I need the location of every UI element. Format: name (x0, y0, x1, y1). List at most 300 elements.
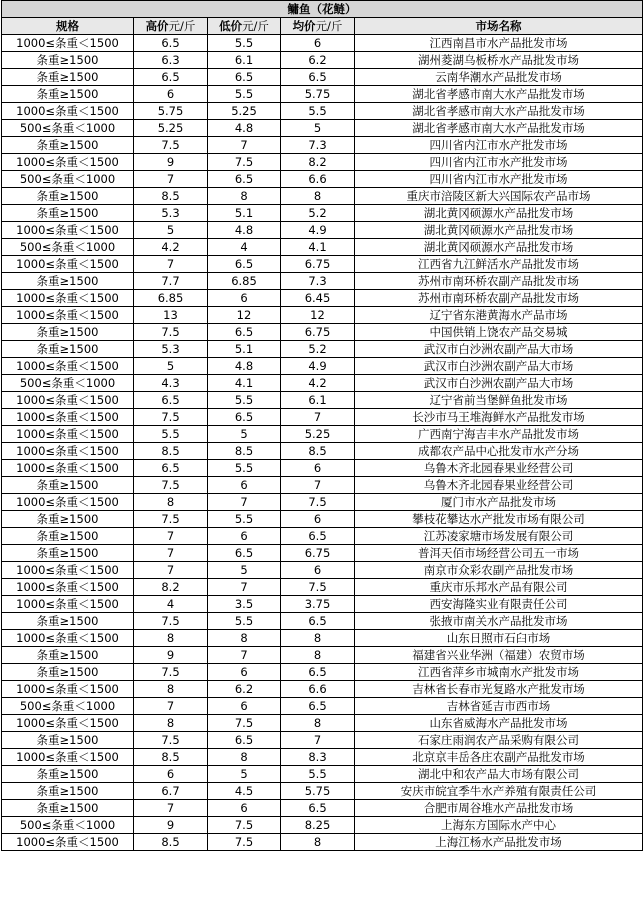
cell-market: 湖北黄冈硕源水产品批发市场 (355, 239, 643, 256)
cell-market: 四川省内江市水产批发市场 (355, 171, 643, 188)
cell-market: 辽宁省东港黄海水产品市场 (355, 307, 643, 324)
cell-low-price: 6.5 (208, 256, 281, 273)
cell-low-price: 7 (208, 647, 281, 664)
table-row (2, 681, 643, 698)
table-row (2, 103, 643, 120)
header-avg-label: 均价 (292, 18, 316, 33)
cell-high-price: 6.5 (134, 392, 208, 409)
cell-high-price: 7 (134, 528, 208, 545)
cell-avg-price: 5.75 (281, 86, 355, 103)
cell-spec: 500≤条重＜1000 (2, 120, 134, 137)
cell-avg-price: 5.25 (281, 426, 355, 443)
cell-avg-price: 7.5 (281, 579, 355, 596)
cell-high-price: 5.25 (134, 120, 208, 137)
cell-avg-price: 5.2 (281, 205, 355, 222)
cell-low-price: 6.5 (208, 69, 281, 86)
cell-avg-price: 5 (281, 120, 355, 137)
cell-spec: 1000≤条重＜1500 (2, 154, 134, 171)
table-row (2, 766, 643, 783)
cell-market: 武汉市白沙洲农副产品大市场 (355, 358, 643, 375)
table-row (2, 120, 643, 137)
cell-high-price: 7 (134, 800, 208, 817)
cell-high-price: 9 (134, 647, 208, 664)
cell-market: 山东省威海水产品批发市场 (355, 715, 643, 732)
table-row (2, 341, 643, 358)
header-high-price (134, 18, 208, 35)
cell-spec: 1000≤条重＜1500 (2, 681, 134, 698)
cell-low-price: 4 (208, 239, 281, 256)
cell-avg-price: 4.1 (281, 239, 355, 256)
cell-market: 西安海隆实业有限责任公司 (355, 596, 643, 613)
cell-spec: 1000≤条重＜1500 (2, 290, 134, 307)
cell-high-price: 7.5 (134, 324, 208, 341)
table-row (2, 154, 643, 171)
cell-high-price: 7.5 (134, 511, 208, 528)
cell-low-price: 6.5 (208, 324, 281, 341)
cell-market: 张掖市南关水产品批发市场 (355, 613, 643, 630)
cell-spec: 500≤条重＜1000 (2, 817, 134, 834)
cell-market: 南京市众彩农副产品批发市场 (355, 562, 643, 579)
cell-spec: 条重≥1500 (2, 613, 134, 630)
cell-spec: 条重≥1500 (2, 664, 134, 681)
cell-avg-price: 4.9 (281, 222, 355, 239)
table-row (2, 324, 643, 341)
cell-market: 苏州市南环桥农副产品批发市场 (355, 273, 643, 290)
cell-low-price: 5.5 (208, 35, 281, 52)
cell-market: 安庆市皖宜季牛水产养殖有限责任公司 (355, 783, 643, 800)
cell-low-price: 5.1 (208, 341, 281, 358)
cell-low-price: 8.5 (208, 443, 281, 460)
cell-spec: 条重≥1500 (2, 766, 134, 783)
cell-avg-price: 6.6 (281, 681, 355, 698)
header-avg-unit: 元/斤 (315, 18, 343, 33)
cell-spec: 1000≤条重＜1500 (2, 35, 134, 52)
cell-low-price: 5.1 (208, 205, 281, 222)
cell-low-price: 5 (208, 562, 281, 579)
cell-high-price: 9 (134, 817, 208, 834)
cell-market: 厦门市水产品批发市场 (355, 494, 643, 511)
table-row (2, 222, 643, 239)
cell-market: 上海江杨水产品批发市场 (355, 834, 643, 851)
cell-high-price: 7.5 (134, 409, 208, 426)
cell-avg-price: 8 (281, 834, 355, 851)
cell-low-price: 6 (208, 698, 281, 715)
cell-market: 四川省内江市水产批发市场 (355, 154, 643, 171)
cell-market: 湖北中和农产品大市场有限公司 (355, 766, 643, 783)
table-row (2, 800, 643, 817)
cell-spec: 1000≤条重＜1500 (2, 562, 134, 579)
cell-spec: 1000≤条重＜1500 (2, 834, 134, 851)
table-row (2, 647, 643, 664)
cell-avg-price: 8 (281, 647, 355, 664)
cell-low-price: 4.8 (208, 358, 281, 375)
cell-low-price: 6.1 (208, 52, 281, 69)
cell-spec: 条重≥1500 (2, 86, 134, 103)
table-row (2, 494, 643, 511)
cell-spec: 1000≤条重＜1500 (2, 460, 134, 477)
cell-avg-price: 5.2 (281, 341, 355, 358)
cell-avg-price: 6.5 (281, 800, 355, 817)
cell-high-price: 7 (134, 256, 208, 273)
header-low-unit: 元/斤 (242, 18, 269, 33)
cell-market: 广西南宁海吉丰水产品批发市场 (355, 426, 643, 443)
cell-avg-price: 7.5 (281, 494, 355, 511)
cell-high-price: 7.5 (134, 477, 208, 494)
cell-avg-price: 6.5 (281, 664, 355, 681)
cell-market: 北京京丰岳各庄农副产品批发市场 (355, 749, 643, 766)
cell-high-price: 7 (134, 698, 208, 715)
price-table (1, 0, 643, 851)
cell-high-price: 8.5 (134, 188, 208, 205)
header-avg-price (281, 18, 355, 35)
cell-spec: 1000≤条重＜1500 (2, 426, 134, 443)
table-body (2, 35, 643, 851)
table-row (2, 732, 643, 749)
cell-spec: 条重≥1500 (2, 188, 134, 205)
table-row (2, 171, 643, 188)
cell-avg-price: 5.75 (281, 783, 355, 800)
table-row (2, 511, 643, 528)
cell-spec: 1000≤条重＜1500 (2, 579, 134, 596)
cell-low-price: 4.1 (208, 375, 281, 392)
cell-low-price: 7.5 (208, 715, 281, 732)
cell-high-price: 7.7 (134, 273, 208, 290)
cell-market: 乌鲁木齐北园春果业经营公司 (355, 460, 643, 477)
table-row (2, 698, 643, 715)
cell-avg-price: 8 (281, 630, 355, 647)
table-row (2, 477, 643, 494)
header-low-label: 低价 (219, 18, 243, 33)
cell-low-price: 3.5 (208, 596, 281, 613)
cell-low-price: 6 (208, 290, 281, 307)
cell-high-price: 8.5 (134, 834, 208, 851)
table-row (2, 188, 643, 205)
header-low-price (208, 18, 281, 35)
cell-low-price: 7 (208, 494, 281, 511)
cell-avg-price: 6.75 (281, 324, 355, 341)
table-row (2, 205, 643, 222)
table-row (2, 86, 643, 103)
table-row (2, 460, 643, 477)
table-row (2, 52, 643, 69)
cell-avg-price: 12 (281, 307, 355, 324)
table-row (2, 392, 643, 409)
cell-avg-price: 6.6 (281, 171, 355, 188)
cell-avg-price: 7 (281, 732, 355, 749)
cell-low-price: 6 (208, 477, 281, 494)
table-title-row (2, 1, 643, 18)
cell-high-price: 7 (134, 545, 208, 562)
cell-market: 湖北省孝感市南大水产品批发市场 (355, 86, 643, 103)
cell-high-price: 9 (134, 154, 208, 171)
cell-low-price: 6 (208, 800, 281, 817)
cell-market: 合肥市周谷堆水产品批发市场 (355, 800, 643, 817)
cell-high-price: 8 (134, 681, 208, 698)
header-high-unit: 元/斤 (168, 18, 196, 33)
cell-high-price: 6.3 (134, 52, 208, 69)
cell-low-price: 6.5 (208, 545, 281, 562)
cell-market: 湖北黄冈硕源水产品批发市场 (355, 222, 643, 239)
cell-avg-price: 6.5 (281, 613, 355, 630)
table-row (2, 290, 643, 307)
cell-low-price: 6.2 (208, 681, 281, 698)
cell-high-price: 8.5 (134, 443, 208, 460)
table-row (2, 749, 643, 766)
cell-avg-price: 6 (281, 562, 355, 579)
cell-avg-price: 8.2 (281, 154, 355, 171)
table-row (2, 664, 643, 681)
cell-low-price: 8 (208, 749, 281, 766)
cell-spec: 500≤条重＜1000 (2, 698, 134, 715)
cell-high-price: 8 (134, 715, 208, 732)
cell-avg-price: 8.25 (281, 817, 355, 834)
header-high-label: 高价 (145, 18, 169, 33)
cell-low-price: 6.85 (208, 273, 281, 290)
cell-low-price: 6 (208, 528, 281, 545)
cell-spec: 1000≤条重＜1500 (2, 443, 134, 460)
cell-low-price: 5.5 (208, 613, 281, 630)
table-row (2, 545, 643, 562)
cell-avg-price: 7.3 (281, 137, 355, 154)
table-row (2, 596, 643, 613)
cell-high-price: 5.5 (134, 426, 208, 443)
cell-spec: 条重≥1500 (2, 528, 134, 545)
cell-avg-price: 6.75 (281, 545, 355, 562)
table-row (2, 613, 643, 630)
cell-high-price: 5.75 (134, 103, 208, 120)
table-row (2, 409, 643, 426)
cell-avg-price: 6 (281, 35, 355, 52)
cell-high-price: 4.2 (134, 239, 208, 256)
cell-high-price: 7.5 (134, 732, 208, 749)
table-row (2, 817, 643, 834)
cell-market: 石家庄雨润农产品采购有限公司 (355, 732, 643, 749)
cell-high-price: 13 (134, 307, 208, 324)
cell-spec: 条重≥1500 (2, 732, 134, 749)
cell-low-price: 12 (208, 307, 281, 324)
cell-low-price: 7.5 (208, 817, 281, 834)
table-row (2, 834, 643, 851)
cell-market: 成都农产品中心批发市水产分场 (355, 443, 643, 460)
cell-spec: 条重≥1500 (2, 647, 134, 664)
cell-market: 吉林省长春市光复路水产批发市场 (355, 681, 643, 698)
cell-market: 江西省萍乡市城南水产批发市场 (355, 664, 643, 681)
cell-high-price: 6.5 (134, 69, 208, 86)
cell-market: 山东日照市石臼市场 (355, 630, 643, 647)
cell-high-price: 8 (134, 494, 208, 511)
cell-avg-price: 6 (281, 511, 355, 528)
cell-market: 武汉市白沙洲农副产品大市场 (355, 341, 643, 358)
cell-high-price: 7.5 (134, 137, 208, 154)
cell-spec: 条重≥1500 (2, 137, 134, 154)
cell-low-price: 6.5 (208, 409, 281, 426)
cell-spec: 500≤条重＜1000 (2, 171, 134, 188)
cell-avg-price: 4.9 (281, 358, 355, 375)
cell-high-price: 8.2 (134, 579, 208, 596)
cell-low-price: 5.5 (208, 511, 281, 528)
cell-low-price: 8 (208, 188, 281, 205)
cell-spec: 1000≤条重＜1500 (2, 307, 134, 324)
cell-market: 江西省九江鲜活水产品批发市场 (355, 256, 643, 273)
cell-spec: 1000≤条重＜1500 (2, 392, 134, 409)
table-row (2, 783, 643, 800)
table-row (2, 443, 643, 460)
cell-spec: 500≤条重＜1000 (2, 239, 134, 256)
cell-market: 长沙市马王堆海鲜水产品批发市场 (355, 409, 643, 426)
table-row (2, 426, 643, 443)
cell-market: 湖北省孝感市南大水产品批发市场 (355, 120, 643, 137)
table-row (2, 256, 643, 273)
cell-market: 普洱天佰市场经营公司五一市场 (355, 545, 643, 562)
cell-spec: 500≤条重＜1000 (2, 375, 134, 392)
table-row (2, 528, 643, 545)
table-row (2, 358, 643, 375)
table-row (2, 715, 643, 732)
cell-avg-price: 4.2 (281, 375, 355, 392)
cell-low-price: 5 (208, 766, 281, 783)
cell-high-price: 8 (134, 630, 208, 647)
cell-low-price: 5.5 (208, 460, 281, 477)
cell-spec: 1000≤条重＜1500 (2, 715, 134, 732)
table-row (2, 375, 643, 392)
cell-high-price: 5.3 (134, 341, 208, 358)
cell-spec: 条重≥1500 (2, 800, 134, 817)
table-title: 鳙鱼（花鲢） (2, 1, 643, 18)
cell-low-price: 6.5 (208, 171, 281, 188)
cell-spec: 条重≥1500 (2, 324, 134, 341)
cell-market: 重庆市乐邦水产品有限公司 (355, 579, 643, 596)
cell-avg-price: 5.5 (281, 766, 355, 783)
cell-spec: 1000≤条重＜1500 (2, 103, 134, 120)
cell-market: 上海东方国际水产中心 (355, 817, 643, 834)
cell-low-price: 4.8 (208, 120, 281, 137)
cell-market: 辽宁省前当堡鲜鱼批发市场 (355, 392, 643, 409)
cell-avg-price: 8.3 (281, 749, 355, 766)
table-row (2, 630, 643, 647)
cell-market: 中国供销上饶农产品交易城 (355, 324, 643, 341)
cell-avg-price: 8 (281, 715, 355, 732)
cell-avg-price: 7 (281, 409, 355, 426)
cell-spec: 条重≥1500 (2, 205, 134, 222)
cell-avg-price: 6.2 (281, 52, 355, 69)
cell-low-price: 6 (208, 664, 281, 681)
cell-avg-price: 6.5 (281, 698, 355, 715)
cell-spec: 条重≥1500 (2, 783, 134, 800)
cell-market: 乌鲁木齐北园春果业经营公司 (355, 477, 643, 494)
cell-market: 吉林省延吉市西市场 (355, 698, 643, 715)
cell-high-price: 6.85 (134, 290, 208, 307)
cell-high-price: 5 (134, 358, 208, 375)
cell-avg-price: 7 (281, 477, 355, 494)
table-row (2, 307, 643, 324)
cell-spec: 1000≤条重＜1500 (2, 222, 134, 239)
cell-spec: 条重≥1500 (2, 273, 134, 290)
cell-market: 云南华潮水产品批发市场 (355, 69, 643, 86)
cell-low-price: 8 (208, 630, 281, 647)
cell-spec: 1000≤条重＜1500 (2, 256, 134, 273)
cell-spec: 条重≥1500 (2, 477, 134, 494)
header-market: 市场名称 (355, 18, 643, 35)
cell-avg-price: 8 (281, 188, 355, 205)
cell-low-price: 5.5 (208, 392, 281, 409)
cell-low-price: 5.5 (208, 86, 281, 103)
cell-market: 重庆市涪陵区新大兴国际农产品市场 (355, 188, 643, 205)
cell-high-price: 7.5 (134, 664, 208, 681)
table-header-row (2, 18, 643, 35)
cell-avg-price: 6.45 (281, 290, 355, 307)
cell-high-price: 4.3 (134, 375, 208, 392)
cell-avg-price: 5.5 (281, 103, 355, 120)
cell-low-price: 7.5 (208, 154, 281, 171)
cell-spec: 1000≤条重＜1500 (2, 596, 134, 613)
cell-high-price: 7 (134, 562, 208, 579)
cell-low-price: 7.5 (208, 834, 281, 851)
cell-high-price: 7 (134, 171, 208, 188)
cell-market: 湖北黄冈硕源水产品批发市场 (355, 205, 643, 222)
cell-avg-price: 6.1 (281, 392, 355, 409)
cell-spec: 1000≤条重＜1500 (2, 358, 134, 375)
cell-spec: 条重≥1500 (2, 52, 134, 69)
cell-market: 苏州市南环桥农副产品批发市场 (355, 290, 643, 307)
cell-spec: 1000≤条重＜1500 (2, 630, 134, 647)
cell-low-price: 7 (208, 579, 281, 596)
cell-low-price: 4.8 (208, 222, 281, 239)
cell-spec: 1000≤条重＜1500 (2, 749, 134, 766)
cell-low-price: 7 (208, 137, 281, 154)
cell-avg-price: 7.3 (281, 273, 355, 290)
table-row (2, 35, 643, 52)
cell-market: 四川省内江市水产批发市场 (355, 137, 643, 154)
cell-high-price: 5 (134, 222, 208, 239)
table-row (2, 273, 643, 290)
cell-high-price: 6.7 (134, 783, 208, 800)
cell-market: 湖州菱湖乌板桥水产品批发市场 (355, 52, 643, 69)
cell-spec: 条重≥1500 (2, 69, 134, 86)
cell-spec: 1000≤条重＜1500 (2, 494, 134, 511)
cell-high-price: 6 (134, 766, 208, 783)
cell-avg-price: 3.75 (281, 596, 355, 613)
cell-spec: 条重≥1500 (2, 341, 134, 358)
cell-low-price: 4.5 (208, 783, 281, 800)
cell-high-price: 7.5 (134, 613, 208, 630)
table-row (2, 69, 643, 86)
cell-high-price: 4 (134, 596, 208, 613)
cell-low-price: 5.25 (208, 103, 281, 120)
cell-market: 攀枝花攀达水产批发市场有限公司 (355, 511, 643, 528)
cell-market: 福建省兴业华洲（福建）农贸市场 (355, 647, 643, 664)
cell-avg-price: 6 (281, 460, 355, 477)
cell-low-price: 5 (208, 426, 281, 443)
table-row (2, 579, 643, 596)
table-row (2, 239, 643, 256)
cell-spec: 1000≤条重＜1500 (2, 409, 134, 426)
cell-high-price: 5.3 (134, 205, 208, 222)
cell-avg-price: 6.75 (281, 256, 355, 273)
header-spec: 规格 (2, 18, 134, 35)
cell-high-price: 6.5 (134, 35, 208, 52)
cell-low-price: 6.5 (208, 732, 281, 749)
cell-market: 江苏凌家塘市场发展有限公司 (355, 528, 643, 545)
cell-avg-price: 6.5 (281, 528, 355, 545)
cell-spec: 条重≥1500 (2, 511, 134, 528)
cell-avg-price: 6.5 (281, 69, 355, 86)
cell-high-price: 8.5 (134, 749, 208, 766)
cell-high-price: 6.5 (134, 460, 208, 477)
cell-market: 湖北省孝感市南大水产品批发市场 (355, 103, 643, 120)
table-row (2, 562, 643, 579)
cell-market: 武汉市白沙洲农副产品大市场 (355, 375, 643, 392)
cell-avg-price: 8.5 (281, 443, 355, 460)
